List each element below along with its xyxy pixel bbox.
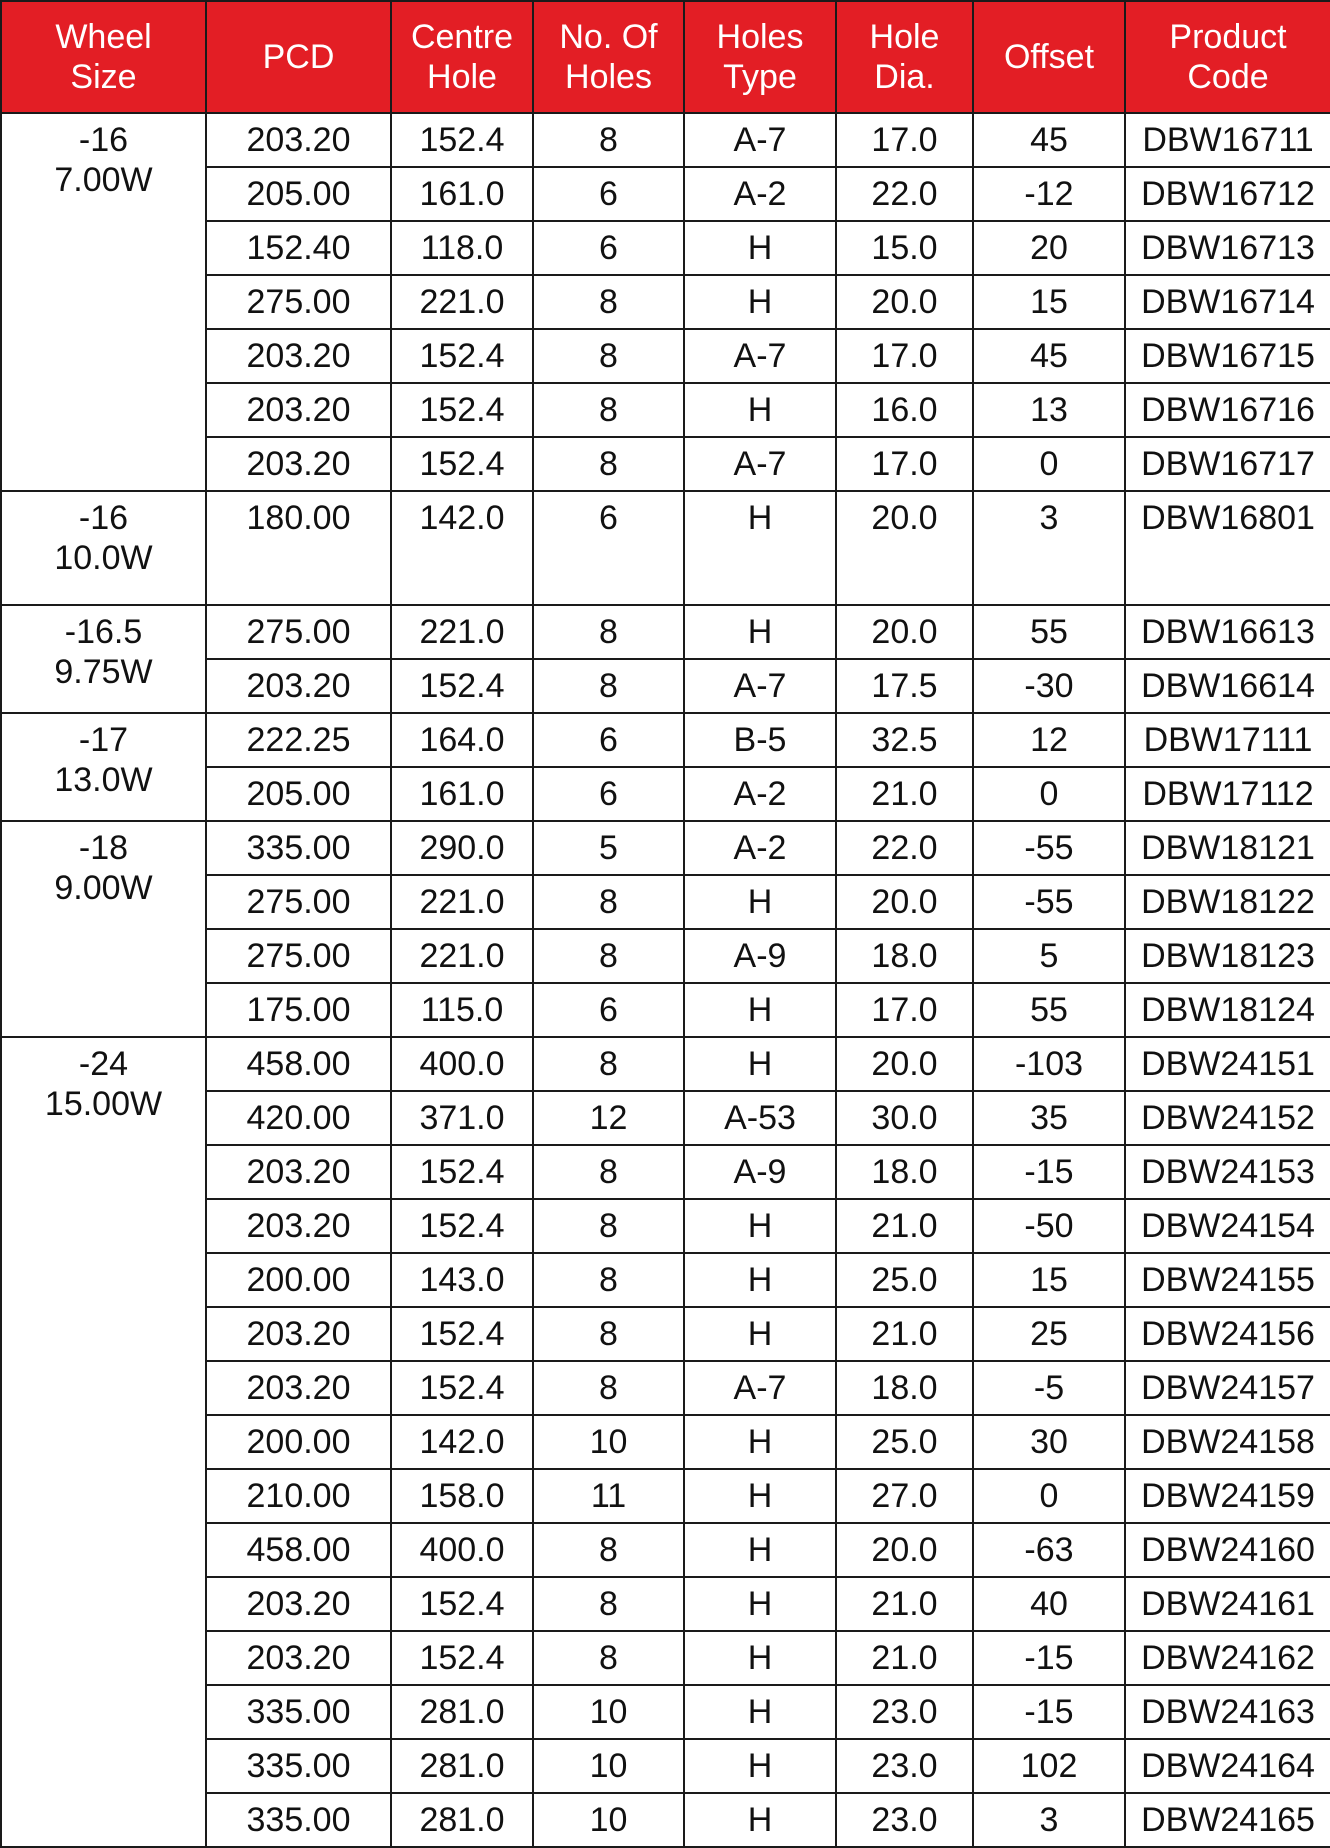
holes-type-cell: A-53: [684, 1091, 836, 1145]
hole-dia-cell: 23.0: [836, 1739, 973, 1793]
holes-type-cell: A-7: [684, 437, 836, 491]
holes-type-cell: A-7: [684, 1361, 836, 1415]
wheel-size-line: -16.5: [64, 613, 143, 651]
centre-hole-cell: 281.0: [391, 1739, 533, 1793]
col-header-holes-type: Holes Type: [684, 1, 836, 113]
product-code-cell: DBW24162: [1125, 1631, 1330, 1685]
hole-dia-cell: 27.0: [836, 1469, 973, 1523]
no-of-holes-cell: 5: [533, 821, 684, 875]
offset-cell: 3: [973, 1793, 1125, 1847]
pcd-cell: 458.00: [206, 1523, 391, 1577]
holes-type-cell: H: [684, 1199, 836, 1253]
table-row: [1, 113, 1330, 167]
holes-type-cell: A-7: [684, 659, 836, 713]
product-code-cell: DBW18122: [1125, 875, 1330, 929]
no-of-holes-cell: 10: [533, 1415, 684, 1469]
centre-hole-cell: 164.0: [391, 713, 533, 767]
offset-cell: -15: [973, 1145, 1125, 1199]
no-of-holes-cell: 6: [533, 983, 684, 1037]
centre-hole-cell: 221.0: [391, 275, 533, 329]
col-header-centre-hole: Centre Hole: [391, 1, 533, 113]
offset-cell: 13: [973, 383, 1125, 437]
pcd-cell: 203.20: [206, 1631, 391, 1685]
no-of-holes-cell: 8: [533, 329, 684, 383]
pcd-cell: 203.20: [206, 1145, 391, 1199]
centre-hole-cell: 115.0: [391, 983, 533, 1037]
centre-hole-cell: 221.0: [391, 929, 533, 983]
centre-hole-cell: 142.0: [391, 491, 533, 605]
pcd-cell: 205.00: [206, 167, 391, 221]
hole-dia-cell: 25.0: [836, 1253, 973, 1307]
table-row: [1, 605, 1330, 659]
hole-dia-cell: 20.0: [836, 1037, 973, 1091]
no-of-holes-cell: 10: [533, 1793, 684, 1847]
no-of-holes-cell: 8: [533, 113, 684, 167]
offset-cell: 55: [973, 983, 1125, 1037]
table-row: [1, 713, 1330, 767]
hole-dia-cell: 18.0: [836, 929, 973, 983]
product-code-cell: DBW17112: [1125, 767, 1330, 821]
product-code-cell: DBW24161: [1125, 1577, 1330, 1631]
col-header-no-of-holes: No. Of Holes: [533, 1, 684, 113]
no-of-holes-cell: 8: [533, 437, 684, 491]
table-body: [1, 113, 1330, 1847]
holes-type-cell: B-5: [684, 713, 836, 767]
no-of-holes-cell: 6: [533, 767, 684, 821]
centre-hole-cell: 290.0: [391, 821, 533, 875]
hole-dia-cell: 23.0: [836, 1685, 973, 1739]
hole-dia-cell: 20.0: [836, 875, 973, 929]
pcd-cell: 203.20: [206, 113, 391, 167]
offset-cell: 15: [973, 1253, 1125, 1307]
table-row: [1, 1037, 1330, 1091]
product-code-cell: DBW24159: [1125, 1469, 1330, 1523]
offset-cell: 0: [973, 1469, 1125, 1523]
centre-hole-cell: 152.4: [391, 1307, 533, 1361]
hole-dia-cell: 17.0: [836, 113, 973, 167]
wheel-size-cell: [1, 113, 206, 491]
offset-cell: 35: [973, 1091, 1125, 1145]
pcd-cell: 335.00: [206, 1793, 391, 1847]
product-code-cell: DBW18123: [1125, 929, 1330, 983]
pcd-cell: 420.00: [206, 1091, 391, 1145]
centre-hole-cell: 158.0: [391, 1469, 533, 1523]
wheel-size-line: 13.0W: [54, 761, 153, 799]
no-of-holes-cell: 8: [533, 275, 684, 329]
centre-hole-cell: 400.0: [391, 1523, 533, 1577]
hole-dia-cell: 32.5: [836, 713, 973, 767]
product-code-cell: DBW18124: [1125, 983, 1330, 1037]
pcd-cell: 203.20: [206, 659, 391, 713]
no-of-holes-cell: 11: [533, 1469, 684, 1523]
product-code-cell: DBW24163: [1125, 1685, 1330, 1739]
pcd-cell: 210.00: [206, 1469, 391, 1523]
pcd-cell: 203.20: [206, 329, 391, 383]
centre-hole-cell: 152.4: [391, 1631, 533, 1685]
hole-dia-cell: 17.5: [836, 659, 973, 713]
pcd-cell: 275.00: [206, 275, 391, 329]
offset-cell: -50: [973, 1199, 1125, 1253]
pcd-cell: 205.00: [206, 767, 391, 821]
centre-hole-cell: 152.4: [391, 383, 533, 437]
wheel-size-line: -16: [78, 499, 129, 537]
wheel-size-line: -24: [78, 1045, 129, 1083]
centre-hole-cell: 281.0: [391, 1685, 533, 1739]
wheel-size-cell: [1, 491, 206, 605]
wheel-size-cell: [1, 821, 206, 1037]
product-code-cell: DBW24154: [1125, 1199, 1330, 1253]
offset-cell: 3: [973, 491, 1125, 605]
holes-type-cell: H: [684, 1793, 836, 1847]
pcd-cell: 203.20: [206, 1577, 391, 1631]
no-of-holes-cell: 8: [533, 659, 684, 713]
pcd-cell: 275.00: [206, 605, 391, 659]
product-code-cell: DBW16716: [1125, 383, 1330, 437]
offset-cell: 0: [973, 437, 1125, 491]
centre-hole-cell: 221.0: [391, 605, 533, 659]
holes-type-cell: H: [684, 1307, 836, 1361]
pcd-cell: 275.00: [206, 929, 391, 983]
pcd-cell: 335.00: [206, 1685, 391, 1739]
product-code-cell: DBW24160: [1125, 1523, 1330, 1577]
holes-type-cell: H: [684, 491, 836, 605]
holes-type-cell: A-2: [684, 821, 836, 875]
product-code-cell: DBW16713: [1125, 221, 1330, 275]
holes-type-cell: H: [684, 1469, 836, 1523]
product-code-cell: DBW16717: [1125, 437, 1330, 491]
centre-hole-cell: 152.4: [391, 113, 533, 167]
centre-hole-cell: 152.4: [391, 437, 533, 491]
wheel-size-cell: [1, 713, 206, 821]
col-header-pcd: PCD: [206, 1, 391, 113]
offset-cell: -103: [973, 1037, 1125, 1091]
holes-type-cell: A-9: [684, 1145, 836, 1199]
holes-type-cell: H: [684, 1415, 836, 1469]
pcd-cell: 175.00: [206, 983, 391, 1037]
centre-hole-cell: 221.0: [391, 875, 533, 929]
offset-cell: 25: [973, 1307, 1125, 1361]
centre-hole-cell: 152.4: [391, 1199, 533, 1253]
centre-hole-cell: 400.0: [391, 1037, 533, 1091]
offset-cell: 102: [973, 1739, 1125, 1793]
hole-dia-cell: 16.0: [836, 383, 973, 437]
no-of-holes-cell: 8: [533, 1523, 684, 1577]
col-header-product-code: Product Code: [1125, 1, 1330, 113]
hole-dia-cell: 21.0: [836, 1577, 973, 1631]
offset-cell: 30: [973, 1415, 1125, 1469]
product-code-cell: DBW24157: [1125, 1361, 1330, 1415]
offset-cell: 45: [973, 113, 1125, 167]
holes-type-cell: H: [684, 983, 836, 1037]
pcd-cell: 335.00: [206, 1739, 391, 1793]
hole-dia-cell: 18.0: [836, 1145, 973, 1199]
no-of-holes-cell: 8: [533, 1199, 684, 1253]
header-row: [1, 1, 1330, 113]
pcd-cell: 275.00: [206, 875, 391, 929]
holes-type-cell: H: [684, 1577, 836, 1631]
offset-cell: -15: [973, 1685, 1125, 1739]
pcd-cell: 222.25: [206, 713, 391, 767]
product-code-cell: DBW16712: [1125, 167, 1330, 221]
pcd-cell: 203.20: [206, 1307, 391, 1361]
offset-cell: -15: [973, 1631, 1125, 1685]
holes-type-cell: A-2: [684, 767, 836, 821]
centre-hole-cell: 152.4: [391, 659, 533, 713]
hole-dia-cell: 25.0: [836, 1415, 973, 1469]
holes-type-cell: H: [684, 605, 836, 659]
no-of-holes-cell: 6: [533, 491, 684, 605]
pcd-cell: 203.20: [206, 1361, 391, 1415]
no-of-holes-cell: 8: [533, 383, 684, 437]
holes-type-cell: H: [684, 1523, 836, 1577]
offset-cell: 15: [973, 275, 1125, 329]
holes-type-cell: H: [684, 1739, 836, 1793]
col-header-wheel-size: Wheel Size: [1, 1, 206, 113]
product-code-cell: DBW24156: [1125, 1307, 1330, 1361]
hole-dia-cell: 20.0: [836, 1523, 973, 1577]
hole-dia-cell: 21.0: [836, 1631, 973, 1685]
centre-hole-cell: 142.0: [391, 1415, 533, 1469]
centre-hole-cell: 152.4: [391, 1145, 533, 1199]
centre-hole-cell: 118.0: [391, 221, 533, 275]
offset-cell: 40: [973, 1577, 1125, 1631]
offset-cell: 5: [973, 929, 1125, 983]
wheel-size-cell: [1, 1037, 206, 1847]
holes-type-cell: H: [684, 383, 836, 437]
no-of-holes-cell: 8: [533, 1577, 684, 1631]
centre-hole-cell: 371.0: [391, 1091, 533, 1145]
no-of-holes-cell: 6: [533, 713, 684, 767]
col-header-hole-dia: Hole Dia.: [836, 1, 973, 113]
wheel-size-line: 15.00W: [44, 1085, 163, 1123]
product-code-cell: DBW16715: [1125, 329, 1330, 383]
wheel-size-line: 7.00W: [54, 161, 153, 199]
offset-cell: -63: [973, 1523, 1125, 1577]
centre-hole-cell: 152.4: [391, 1577, 533, 1631]
wheel-size-line: -18: [78, 829, 129, 867]
hole-dia-cell: 30.0: [836, 1091, 973, 1145]
product-code-cell: DBW16614: [1125, 659, 1330, 713]
product-code-cell: DBW24152: [1125, 1091, 1330, 1145]
hole-dia-cell: 21.0: [836, 1307, 973, 1361]
centre-hole-cell: 161.0: [391, 167, 533, 221]
no-of-holes-cell: 8: [533, 605, 684, 659]
offset-cell: -5: [973, 1361, 1125, 1415]
no-of-holes-cell: 8: [533, 1145, 684, 1199]
pcd-cell: 200.00: [206, 1253, 391, 1307]
product-code-cell: DBW24151: [1125, 1037, 1330, 1091]
no-of-holes-cell: 12: [533, 1091, 684, 1145]
wheel-size-line: -16: [78, 121, 129, 159]
offset-cell: 20: [973, 221, 1125, 275]
table-header: [1, 1, 1330, 113]
pcd-cell: 203.20: [206, 437, 391, 491]
holes-type-cell: H: [684, 1685, 836, 1739]
pcd-cell: 180.00: [206, 491, 391, 605]
product-code-cell: DBW16714: [1125, 275, 1330, 329]
hole-dia-cell: 21.0: [836, 1199, 973, 1253]
holes-type-cell: H: [684, 1631, 836, 1685]
no-of-holes-cell: 6: [533, 221, 684, 275]
hole-dia-cell: 17.0: [836, 983, 973, 1037]
table-row: [1, 491, 1330, 605]
holes-type-cell: H: [684, 875, 836, 929]
pcd-cell: 203.20: [206, 1199, 391, 1253]
product-code-cell: DBW24155: [1125, 1253, 1330, 1307]
product-code-cell: DBW24165: [1125, 1793, 1330, 1847]
holes-type-cell: H: [684, 1037, 836, 1091]
centre-hole-cell: 143.0: [391, 1253, 533, 1307]
offset-cell: -55: [973, 875, 1125, 929]
product-code-cell: DBW16801: [1125, 491, 1330, 605]
wheel-size-line: 10.0W: [54, 539, 153, 577]
no-of-holes-cell: 6: [533, 167, 684, 221]
pcd-cell: 200.00: [206, 1415, 391, 1469]
holes-type-cell: H: [684, 221, 836, 275]
pcd-cell: 152.40: [206, 221, 391, 275]
offset-cell: 55: [973, 605, 1125, 659]
holes-type-cell: A-9: [684, 929, 836, 983]
product-code-cell: DBW17111: [1125, 713, 1330, 767]
hole-dia-cell: 22.0: [836, 821, 973, 875]
offset-cell: 45: [973, 329, 1125, 383]
hole-dia-cell: 15.0: [836, 221, 973, 275]
wheel-size-line: 9.00W: [54, 869, 153, 907]
centre-hole-cell: 152.4: [391, 1361, 533, 1415]
product-code-cell: DBW16613: [1125, 605, 1330, 659]
col-header-offset: Offset: [973, 1, 1125, 113]
product-code-cell: DBW24164: [1125, 1739, 1330, 1793]
wheel-size-line: 9.75W: [54, 653, 153, 691]
no-of-holes-cell: 8: [533, 875, 684, 929]
holes-type-cell: A-2: [684, 167, 836, 221]
product-code-cell: DBW18121: [1125, 821, 1330, 875]
hole-dia-cell: 17.0: [836, 437, 973, 491]
pcd-cell: 335.00: [206, 821, 391, 875]
centre-hole-cell: 281.0: [391, 1793, 533, 1847]
table-row: [1, 821, 1330, 875]
hole-dia-cell: 22.0: [836, 167, 973, 221]
holes-type-cell: H: [684, 275, 836, 329]
pcd-cell: 203.20: [206, 383, 391, 437]
offset-cell: -55: [973, 821, 1125, 875]
centre-hole-cell: 161.0: [391, 767, 533, 821]
no-of-holes-cell: 8: [533, 1037, 684, 1091]
no-of-holes-cell: 8: [533, 1307, 684, 1361]
offset-cell: 0: [973, 767, 1125, 821]
holes-type-cell: A-7: [684, 329, 836, 383]
no-of-holes-cell: 8: [533, 929, 684, 983]
hole-dia-cell: 20.0: [836, 605, 973, 659]
product-code-cell: DBW16711: [1125, 113, 1330, 167]
centre-hole-cell: 152.4: [391, 329, 533, 383]
pcd-cell: 458.00: [206, 1037, 391, 1091]
hole-dia-cell: 20.0: [836, 275, 973, 329]
no-of-holes-cell: 8: [533, 1361, 684, 1415]
offset-cell: -30: [973, 659, 1125, 713]
holes-type-cell: H: [684, 1253, 836, 1307]
hole-dia-cell: 23.0: [836, 1793, 973, 1847]
wheel-size-cell: [1, 605, 206, 713]
hole-dia-cell: 17.0: [836, 329, 973, 383]
hole-dia-cell: 21.0: [836, 767, 973, 821]
hole-dia-cell: 20.0: [836, 491, 973, 605]
holes-type-cell: A-7: [684, 113, 836, 167]
no-of-holes-cell: 8: [533, 1253, 684, 1307]
wheel-size-line: -17: [78, 721, 129, 759]
product-code-cell: DBW24153: [1125, 1145, 1330, 1199]
product-code-cell: DBW24158: [1125, 1415, 1330, 1469]
no-of-holes-cell: 10: [533, 1685, 684, 1739]
hole-dia-cell: 18.0: [836, 1361, 973, 1415]
offset-cell: -12: [973, 167, 1125, 221]
no-of-holes-cell: 8: [533, 1631, 684, 1685]
offset-cell: 12: [973, 713, 1125, 767]
no-of-holes-cell: 10: [533, 1739, 684, 1793]
